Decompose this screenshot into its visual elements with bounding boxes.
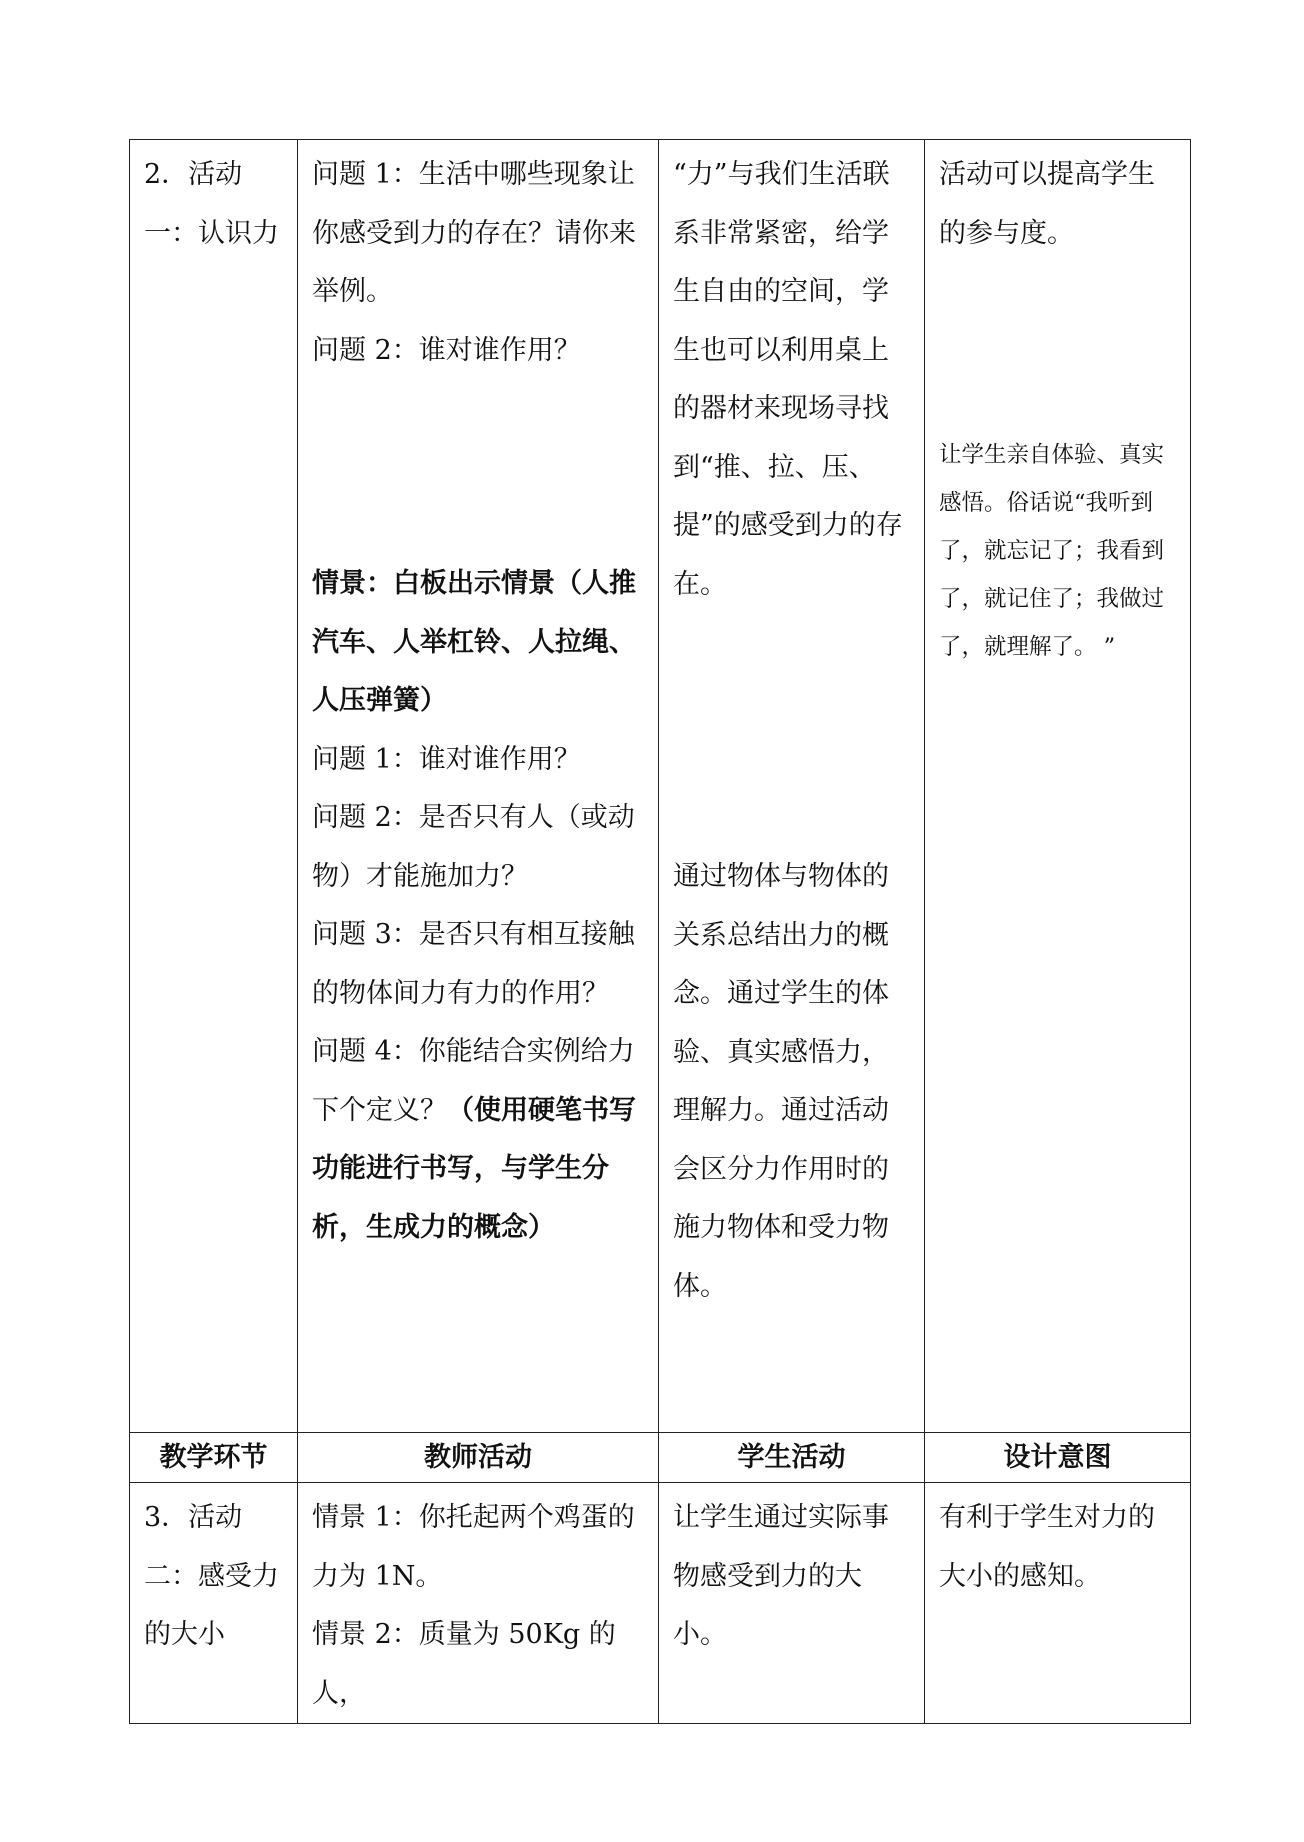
- intent-text: 让学生亲自体验、真实感悟。俗话说“我听到了，就忘记了；我看到了，就记住了；我做过了，就理解了。 ”: [939, 442, 1165, 660]
- table-row: [130, 1483, 1191, 1724]
- teacher-activity-cell: [298, 1483, 659, 1724]
- teacher-question: 问题 1：生活中哪些现象让你感受到力的存在？请你来举例。: [312, 159, 636, 307]
- teacher-scene: 情景：白板出示情景（人推汽车、人举杠铃、人拉绳、人压弹簧）: [312, 568, 636, 716]
- intent-text: 有利于学生对力的大小的感知。: [939, 1502, 1155, 1592]
- table-row: [130, 140, 1191, 1433]
- lesson-plan-table: [129, 139, 1191, 1724]
- intent-text: 活动可以提高学生的参与度。: [939, 159, 1155, 249]
- teacher-question-text: 问题 4：你能结合实例给力下个定义？: [312, 1036, 635, 1126]
- header-teacher: 教师活动: [298, 1433, 659, 1483]
- student-text: “力”与我们生活联系非常紧密，给学生自由的空间，学生也可以利用桌上的器材来现场寻找到“推、拉、压、提”的感受到力的存在。: [673, 159, 903, 600]
- teacher-scene: 情景 1：你托起两个鸡蛋的力为 1N。: [312, 1502, 635, 1592]
- stage-cell: [130, 140, 298, 1433]
- header-row: [130, 1433, 1191, 1483]
- teacher-question: [312, 1023, 646, 1257]
- header-student: 学生活动: [659, 1433, 925, 1483]
- teacher-question: 问题 3：是否只有相互接触的物体间力有力的作用？: [312, 919, 635, 1009]
- header-intent: 设计意图: [925, 1433, 1191, 1483]
- teacher-question: 问题 2：谁对谁作用？: [312, 334, 581, 366]
- student-text: 通过物体与物体的关系总结出力的概念。通过学生的体验、真实感悟力，理解力。通过活动会区分力作用时的施力物体和受力物体。: [673, 861, 889, 1302]
- student-text: 让学生通过实际事物感受到力的大小。: [673, 1502, 889, 1650]
- spacer: [673, 614, 912, 848]
- design-intent-cell: [925, 140, 1191, 1433]
- spacer: [312, 380, 646, 555]
- design-intent-cell: [925, 1483, 1191, 1724]
- student-activity-cell: [659, 1483, 925, 1724]
- stage-text: 3．活动二：感受力的大小: [144, 1502, 279, 1650]
- stage-text: 2．活动一：认识力: [144, 159, 279, 249]
- teacher-scene: 情景 2：质量为 50Kg 的人，: [312, 1619, 616, 1709]
- teacher-question: 问题 1：谁对谁作用？: [312, 743, 581, 775]
- teacher-activity-cell: [298, 140, 659, 1433]
- header-stage: 教学环节: [130, 1433, 298, 1483]
- student-activity-cell: [659, 140, 925, 1433]
- stage-cell: [130, 1483, 298, 1724]
- teacher-note: （使用硬笔书写功能进行书写，与学生分析，生成力的概念）: [312, 1094, 636, 1243]
- spacer: [939, 263, 1178, 431]
- teacher-question: 问题 2：是否只有人（或动物）才能施加力？: [312, 802, 635, 892]
